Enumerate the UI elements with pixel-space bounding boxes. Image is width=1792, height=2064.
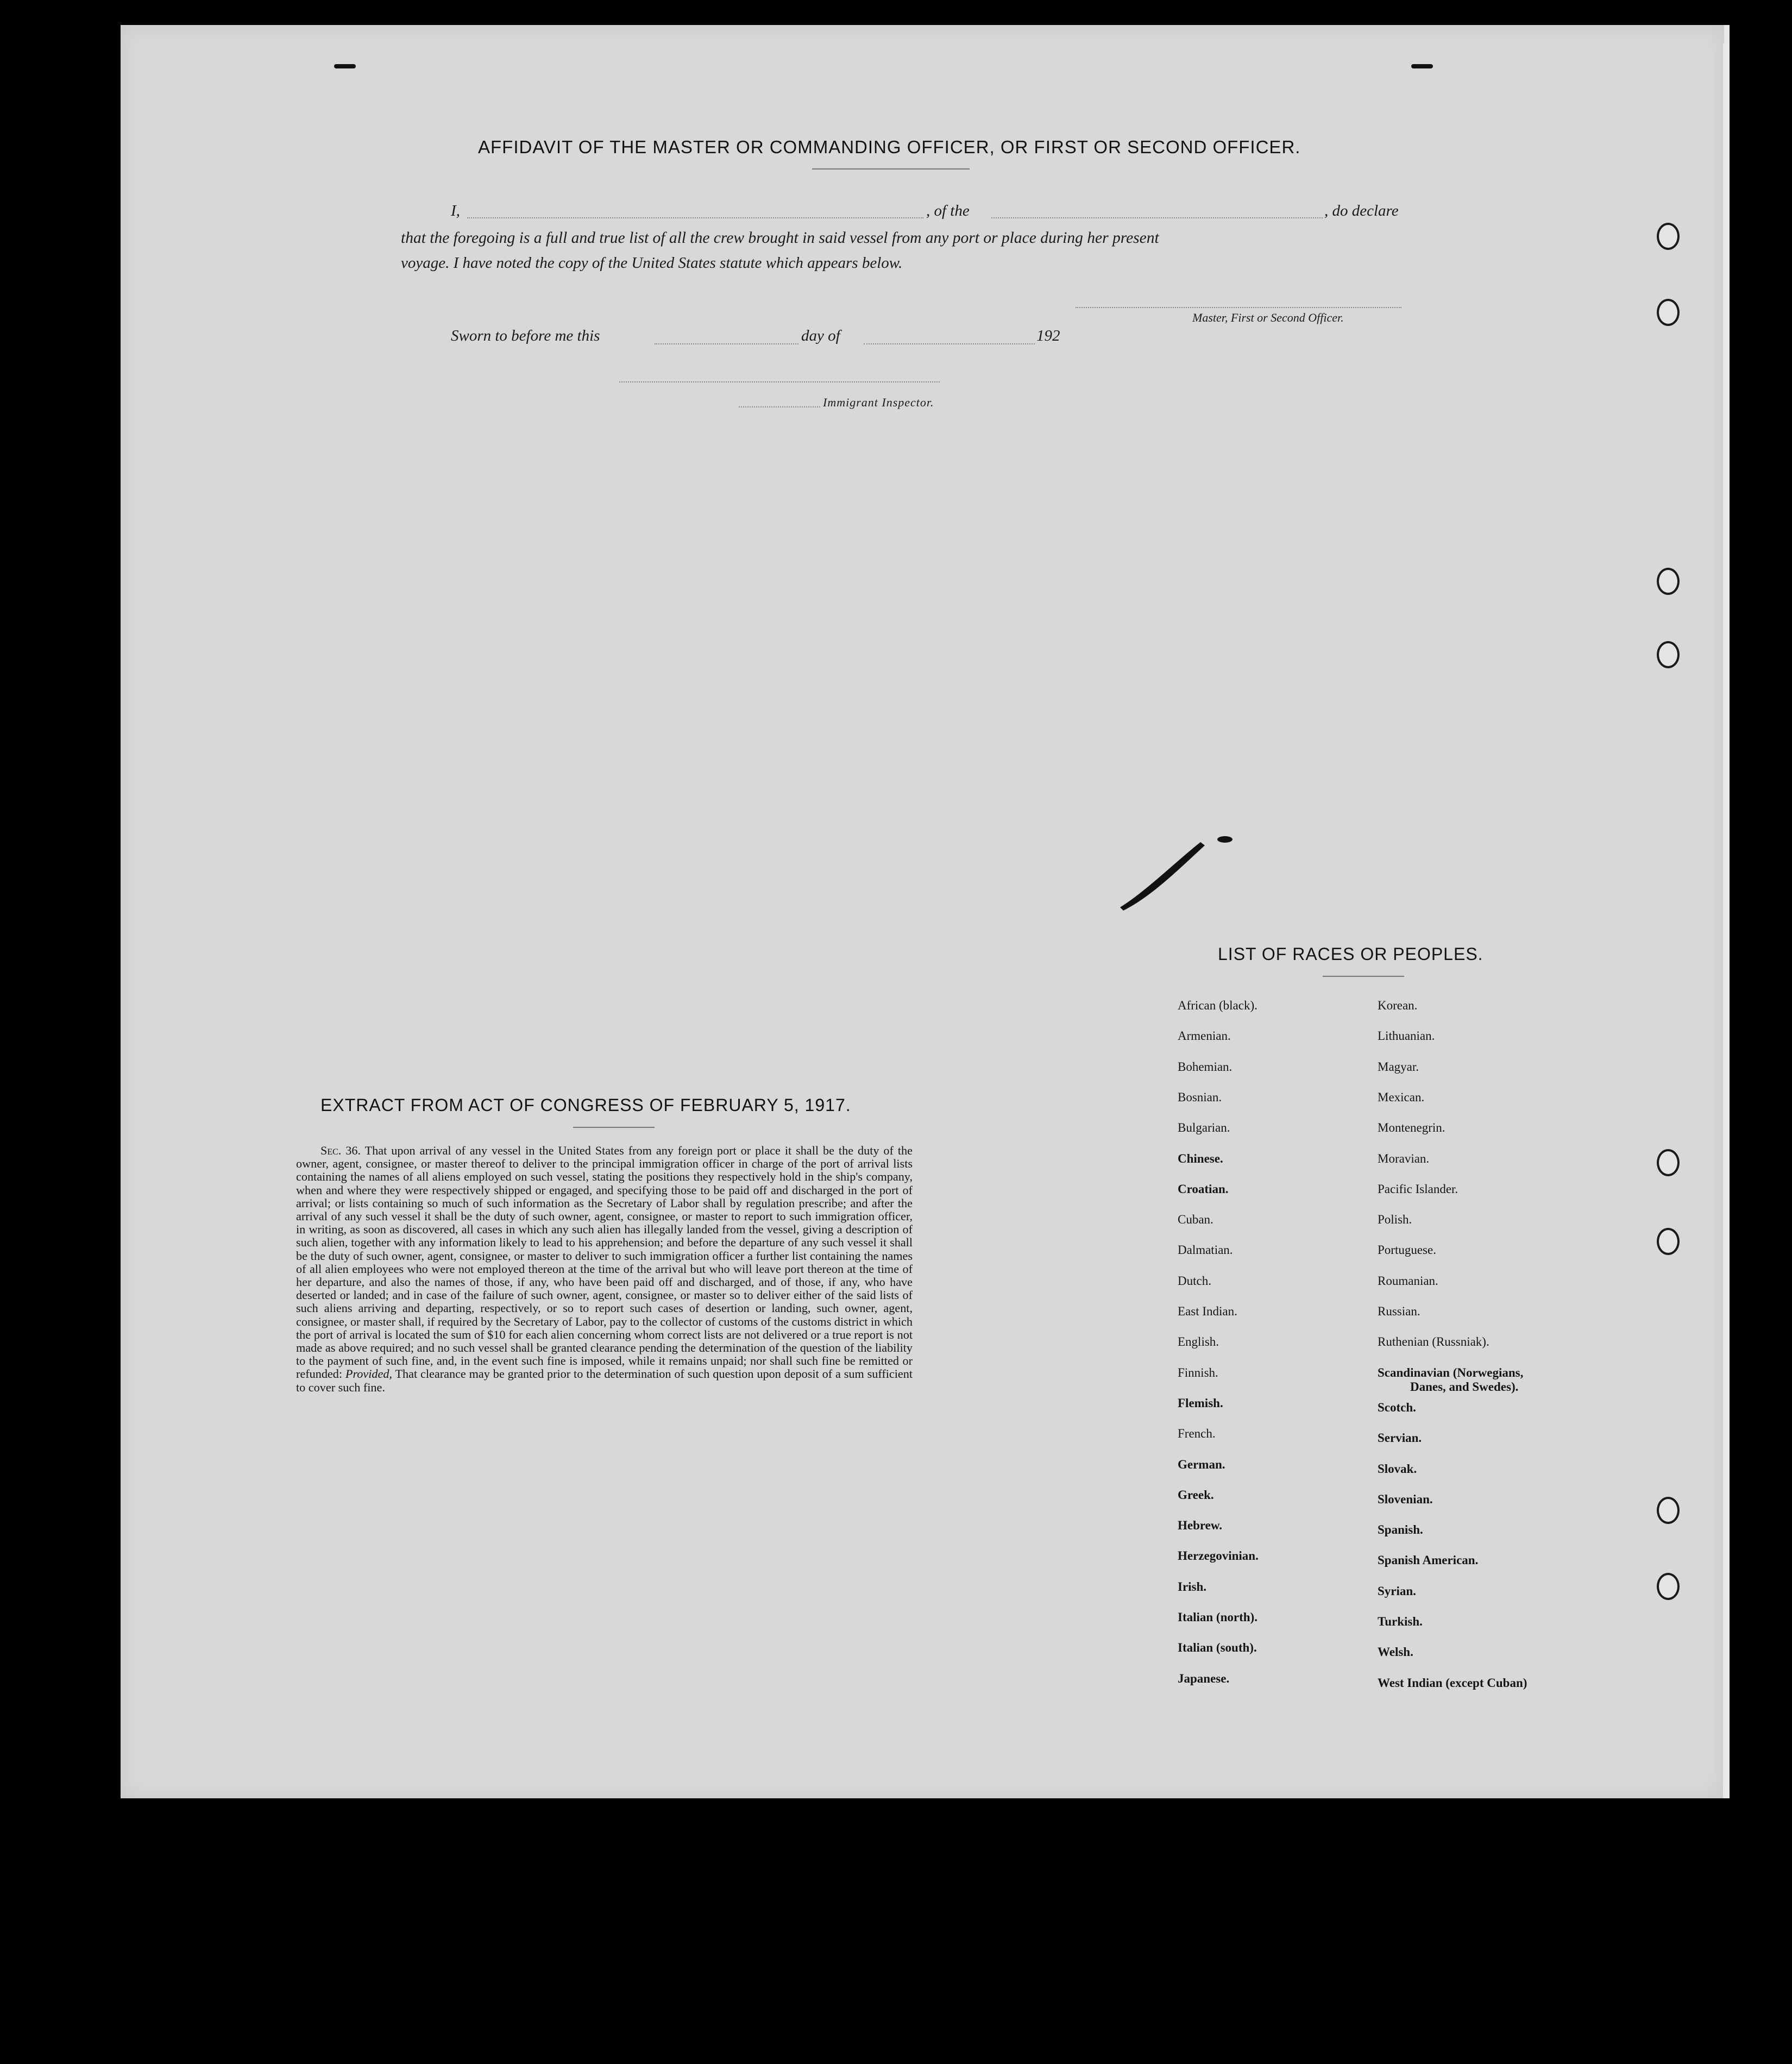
race-item: West Indian (except Cuban) [1378,1676,1527,1690]
extract-text-end: That clearance may be granted prior to the determination of such question upon deposit of a sum sufficient to cover such fine. [296,1367,913,1394]
race-item: Welsh. [1378,1645,1413,1659]
document-page [121,25,1730,1798]
punch-hole [1657,1228,1680,1255]
extract-heading-rule [573,1127,655,1128]
punch-hole [1657,641,1680,668]
race-item: Portuguese. [1378,1243,1436,1257]
race-item: Armenian. [1178,1029,1231,1043]
race-item: Japanese. [1178,1671,1230,1685]
race-item: Bohemian. [1178,1059,1233,1074]
race-item-continuation: Danes, and Swedes). [1410,1379,1519,1394]
affidavit-line-2: that the foregoing is a full and true list of all the crew brought in said vessel from any port or place during her present [401,229,1159,247]
race-item: Greek. [1178,1488,1214,1502]
race-item: Korean. [1378,999,1418,1012]
master-label: Master, First or Second Officer. [1192,311,1344,324]
race-item: Russian. [1378,1304,1420,1318]
race-item: Magyar. [1378,1059,1419,1074]
race-item: Scotch. [1378,1400,1416,1414]
race-item: Irish. [1178,1579,1207,1594]
sworn-label: Sworn to before me this [451,327,600,344]
races-heading: LIST OF RACES OR PEOPLES. [1218,944,1483,964]
extract-text: That upon arrival of any vessel in the United States from any foreign port or place it shall be the duty of the owner, agent, consignee, or master thereof to deliver to the principal immigration officer in charge of the port of arrival lists containing the names of all aliens employed on such vessel, stating the positions they respectively hold in the ship's company, when and where they were respectively shipped or engaged, and specifying those to be paid off and discharged in the port of arrival; or lists containing so much of such information as the Secretary of Labor shall by regulation prescribe; and after the arrival of any such vessel it shall be the duty of such owner, agent, consignee, or master to report to such immigration officer, in writing, as soon as discovered, all cases in which any such alien has illegally landed from the vessel, giving a description of such alien, together with any information likely to lead to his apprehension; and before the departure of any such vessel it shall be the duty of such owner, agent, consignee, or master to deliver to such immigration officer a further list containing the names of all alien employees who were not employed thereon at the time of the arrival but who will leave port thereon at the time of her departure, and also the names of those, if any, who have been paid off and discharged, and of those, if any, who have deserted or landed; and in case of the failure of such owner, agent, consignee, or master so to deliver either of the said lists of such aliens arriving and departing, respectively, or so to report such cases of desertion or landing, such owner, agent, consignee, or master shall, if required by the Secretary of Labor, pay to the collector of customs of the customs district in which the port of arrival is located the sum of $10 for each alien concerning whom correct lists are not delivered or a true report is not made as above required; and no such vessel shall be granted clearance pending the determination of the question of the liability to the payment of such fine, and, in the event such fine is imposed, while it remains unpaid; nor shall such fine be remitted or refunded: [296,1144,913,1381]
declarant-label: I, [451,202,460,219]
race-item: Slovenian. [1378,1492,1433,1506]
vessel-name-field [991,217,1323,218]
race-item: Cuban. [1178,1213,1213,1227]
inspector-label: Immigrant Inspector. [823,396,934,409]
race-item: Turkish. [1378,1615,1423,1628]
race-item: Lithuanian. [1378,1029,1435,1043]
race-item: Montenegrin. [1378,1121,1445,1135]
race-item: Moravian. [1378,1151,1430,1165]
ink-mark [334,64,356,68]
declare-label: , do declare [1324,202,1399,219]
section-label: Sec. 36. [320,1144,361,1157]
provided-word: Provided, [345,1367,392,1381]
day-of-label: day of [801,327,840,344]
race-item: East Indian. [1178,1304,1237,1318]
punch-hole [1657,299,1680,326]
inspector-signature-field [619,381,940,382]
race-item: Chinese. [1178,1151,1223,1165]
ink-stroke [1114,831,1238,913]
punch-hole [1657,568,1680,595]
punch-hole [1657,223,1680,250]
race-item: Mexican. [1378,1090,1425,1104]
race-item: Spanish American. [1378,1553,1479,1567]
race-item: Herzegovinian. [1178,1549,1259,1563]
race-item: English. [1178,1335,1219,1349]
race-item: Spanish. [1378,1523,1423,1537]
race-item: Italian (north). [1178,1610,1257,1624]
race-item: African (black). [1178,999,1257,1012]
punch-hole [1657,1497,1680,1524]
page-edge [1723,43,1730,1798]
extract-paragraph [296,1144,913,1394]
race-item: Italian (south). [1178,1641,1257,1655]
ink-mark [1411,64,1433,68]
vessel-label: , of the [926,202,970,219]
race-item: Syrian. [1378,1584,1416,1598]
race-item: Dutch. [1178,1273,1211,1288]
race-item: Hebrew. [1178,1519,1222,1533]
race-item: Croatian. [1178,1182,1229,1196]
race-item: Scandinavian (Norwegians, [1378,1365,1524,1379]
affidavit-line-3: voyage. I have noted the copy of the United States statute which appears below. [401,254,903,272]
race-item: German. [1178,1457,1225,1471]
inspector-dots [739,406,820,407]
race-item: Ruthenian (Russniak). [1378,1335,1489,1349]
punch-hole [1657,1573,1680,1600]
affidavit-heading: AFFIDAVIT OF THE MASTER OR COMMANDING OFFICER, OR FIRST OR SECOND OFFICER. [478,137,1301,157]
race-item: Flemish. [1178,1396,1223,1410]
race-item: Finnish. [1178,1365,1218,1379]
race-item: Bulgarian. [1178,1121,1230,1135]
extract-heading: EXTRACT FROM ACT OF CONGRESS OF FEBRUARY 5, 1917. [320,1095,851,1115]
race-item: French. [1178,1427,1216,1441]
sworn-day-field [655,343,798,344]
punch-hole [1657,1149,1680,1176]
year-label: 192 [1036,327,1060,344]
master-signature-field [1076,307,1401,308]
race-item: Servian. [1378,1431,1422,1445]
race-item: Polish. [1378,1213,1412,1227]
race-item: Pacific Islander. [1378,1182,1458,1196]
declarant-name-field [467,217,923,218]
race-item: Roumanian. [1378,1273,1438,1288]
sworn-month-field [864,343,1035,344]
race-item: Dalmatian. [1178,1243,1233,1257]
race-item: Bosnian. [1178,1090,1222,1104]
races-heading-rule [1323,976,1404,977]
affidavit-heading-rule [812,168,970,170]
race-item: Slovak. [1378,1461,1417,1476]
